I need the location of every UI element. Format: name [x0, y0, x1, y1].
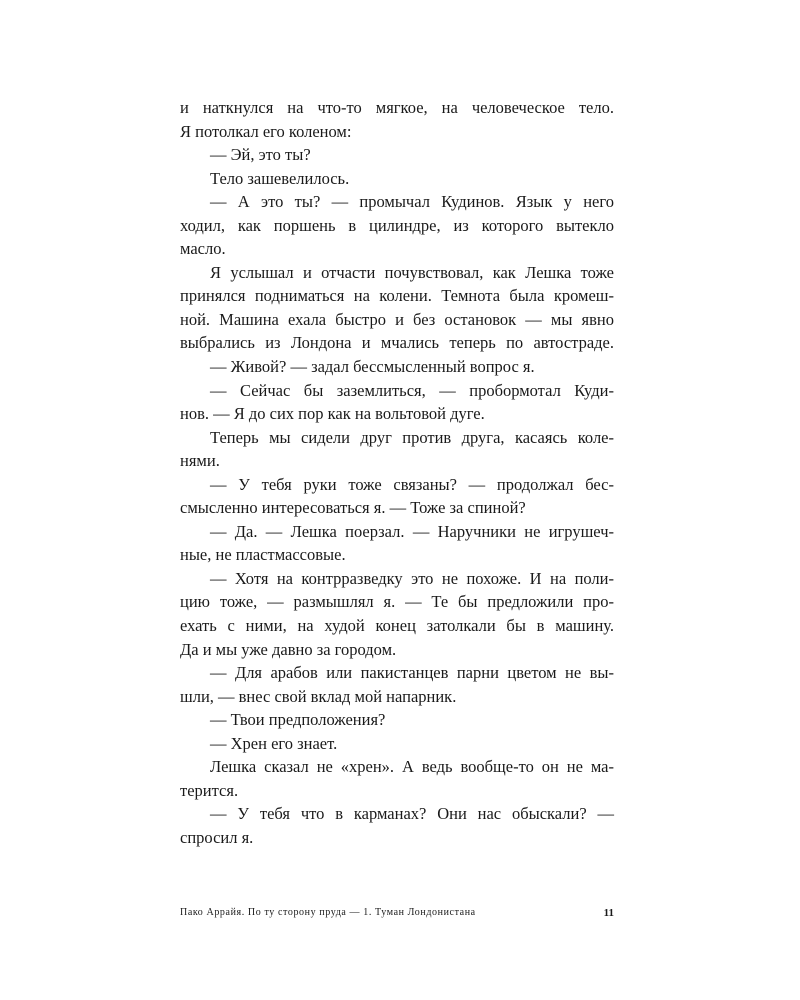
text-line: — Да. — Лешка поерзал. — Наручники не игрушеч- [210, 521, 614, 541]
text-line: цию тоже, — размышлял я. — Те бы предложили про- [180, 592, 614, 612]
text-line: ной. Машина ехала быстро и без остановок — мы явно [180, 309, 614, 329]
text-line: Лешка сказал не «хрен». А ведь вообще-то он не ма- [210, 757, 614, 777]
page-number: 11 [603, 907, 614, 919]
text-line: — Твои предположения? [210, 710, 386, 730]
text-line: — Хрен его знает. [210, 733, 338, 753]
text-line: ходил, как поршень в цилиндре, из которого вытекло [180, 215, 614, 235]
body-text [180, 96, 614, 850]
text-line: Тело зашевелилось. [210, 168, 350, 188]
text-line: — Хотя на контрразведку это не похоже. И на поли- [210, 568, 614, 588]
text-line: спросил я. [180, 827, 254, 847]
text-line: принялся подниматься на колени. Темнота была кромеш- [180, 286, 614, 306]
text-line: Я потолкал его коленом: [180, 121, 352, 141]
text-line: ехать с ними, на худой конец затолкали бы в машину. [180, 616, 614, 636]
page-footer [180, 904, 614, 922]
text-line: шли, — внес свой вклад мой напарник. [180, 686, 457, 706]
text-line: Да и мы уже давно за городом. [180, 639, 397, 659]
text-line: смысленно интересоваться я. — Тоже за спиной? [180, 498, 526, 518]
text-line: — А это ты? — промычал Кудинов. Язык у него [210, 192, 614, 212]
running-head: Пако Аррайя. По ту сторону пруда — 1. Туман Лондонистана [180, 907, 476, 918]
text-line: Я услышал и отчасти почувствовал, как Лешка тоже [210, 262, 614, 282]
text-line: нов. — Я до сих пор как на вольтовой дуге. [180, 404, 485, 424]
text-line: — Для арабов или пакистанцев парни цветом не вы- [210, 663, 614, 683]
text-line: Теперь мы сидели друг против друга, касаясь коле- [210, 427, 614, 447]
text-line: — У тебя руки тоже связаны? — продолжал бес- [210, 474, 614, 494]
text-line: масло. [180, 239, 226, 259]
text-line: — Сейчас бы заземлиться, — пробормотал Куди- [210, 380, 614, 400]
text-line: — Живой? — задал бессмысленный вопрос я. [210, 357, 535, 377]
text-line: — Эй, это ты? [210, 145, 311, 165]
text-line: выбрались из Лондона и мчались теперь по автостраде. [180, 333, 614, 353]
text-line: нями. [180, 451, 220, 471]
text-line: терится. [180, 780, 239, 800]
text-line: ные, не пластмассовые. [180, 545, 346, 565]
text-line: — У тебя что в карманах? Они нас обыскали? — [210, 804, 614, 824]
text-line: и наткнулся на что-то мягкое, на человеческое тело. [180, 98, 614, 117]
